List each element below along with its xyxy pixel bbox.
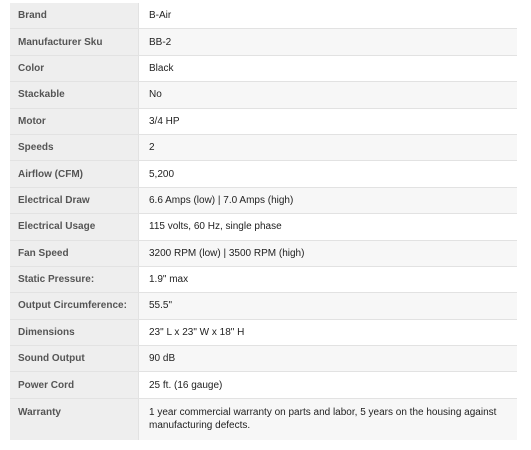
spec-label: Warranty xyxy=(10,398,139,440)
spec-row-brand xyxy=(10,3,517,29)
spec-value: 55.5" xyxy=(139,293,518,319)
specifications-table xyxy=(10,3,517,440)
spec-label: Dimensions xyxy=(10,319,139,345)
spec-value: 1 year commercial warranty on parts and labor, 5 years on the housing against manufacturing defects. xyxy=(139,398,518,440)
spec-row-airflow xyxy=(10,161,517,187)
spec-value: 1.9" max xyxy=(139,266,518,292)
spec-row-sound-output xyxy=(10,346,517,372)
spec-value: 23" L x 23" W x 18" H xyxy=(139,319,518,345)
spec-label: Speeds xyxy=(10,134,139,160)
spec-row-warranty xyxy=(10,398,517,440)
spec-row-dimensions xyxy=(10,319,517,345)
spec-value: 6.6 Amps (low) | 7.0 Amps (high) xyxy=(139,187,518,213)
spec-label: Electrical Usage xyxy=(10,214,139,240)
spec-label: Airflow (CFM) xyxy=(10,161,139,187)
spec-label: Motor xyxy=(10,108,139,134)
spec-row-electrical-draw xyxy=(10,187,517,213)
spec-value: 5,200 xyxy=(139,161,518,187)
spec-row-motor xyxy=(10,108,517,134)
spec-label: Stackable xyxy=(10,82,139,108)
spec-value: 3/4 HP xyxy=(139,108,518,134)
spec-value: 2 xyxy=(139,134,518,160)
spec-row-electrical-usage xyxy=(10,214,517,240)
spec-row-fan-speed xyxy=(10,240,517,266)
spec-value: 3200 RPM (low) | 3500 RPM (high) xyxy=(139,240,518,266)
spec-value: No xyxy=(139,82,518,108)
spec-row-speeds xyxy=(10,134,517,160)
spec-label: Sound Output xyxy=(10,346,139,372)
spec-label: Static Pressure: xyxy=(10,266,139,292)
spec-label: Power Cord xyxy=(10,372,139,398)
spec-label: Fan Speed xyxy=(10,240,139,266)
spec-value: 25 ft. (16 gauge) xyxy=(139,372,518,398)
spec-label: Output Circumference: xyxy=(10,293,139,319)
spec-label: Color xyxy=(10,55,139,81)
spec-row-static-pressure xyxy=(10,266,517,292)
spec-row-output-circumference xyxy=(10,293,517,319)
spec-label: Brand xyxy=(10,3,139,29)
spec-value: Black xyxy=(139,55,518,81)
spec-row-manufacturer-sku xyxy=(10,29,517,55)
spec-value: 90 dB xyxy=(139,346,518,372)
spec-value: B-Air xyxy=(139,3,518,29)
spec-label: Manufacturer Sku xyxy=(10,29,139,55)
spec-value: 115 volts, 60 Hz, single phase xyxy=(139,214,518,240)
specifications-table-body xyxy=(10,3,517,440)
spec-value: BB-2 xyxy=(139,29,518,55)
spec-row-color xyxy=(10,55,517,81)
spec-label: Electrical Draw xyxy=(10,187,139,213)
spec-row-stackable xyxy=(10,82,517,108)
spec-row-power-cord xyxy=(10,372,517,398)
